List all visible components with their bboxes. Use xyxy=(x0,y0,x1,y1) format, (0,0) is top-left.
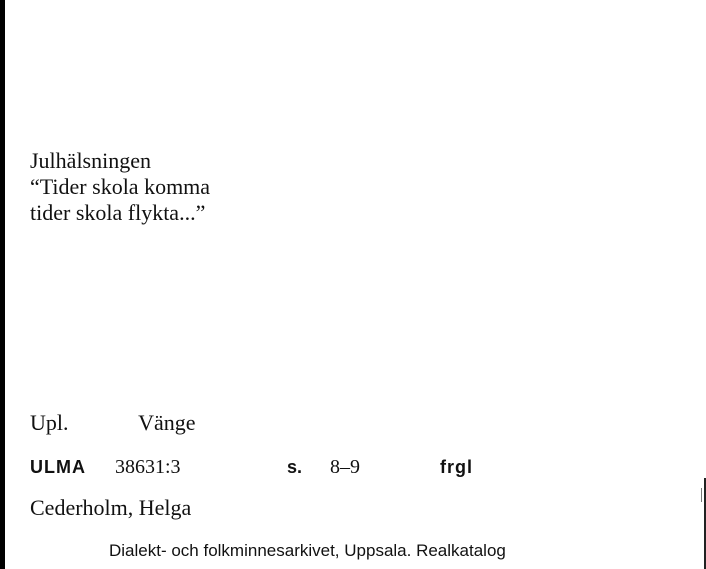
category: frgl xyxy=(440,457,473,477)
province: Upl. xyxy=(30,410,69,435)
card-title: Julhälsningen xyxy=(30,148,151,173)
parish: Vänge xyxy=(138,410,196,435)
card-right-edge-mark xyxy=(701,488,702,502)
card-left-edge xyxy=(0,0,5,569)
pages-value: 8–9 xyxy=(330,456,360,478)
archive-footer: Dialekt- och folkminnesarkivet, Uppsala. Realkatalog xyxy=(109,541,506,560)
place-row xyxy=(30,410,196,436)
archive-code: ULMA xyxy=(30,457,86,477)
card-subtitle-line-1: “Tider skola komma xyxy=(30,174,211,199)
card-subtitle-line-2: tider skola flykta...” xyxy=(30,200,206,225)
accession-number: 38631:3 xyxy=(115,456,181,478)
informant-name: Cederholm, Helga xyxy=(30,495,192,520)
card-title-block xyxy=(30,148,210,226)
reference-row xyxy=(30,454,473,480)
pages-label: s. xyxy=(287,457,303,477)
